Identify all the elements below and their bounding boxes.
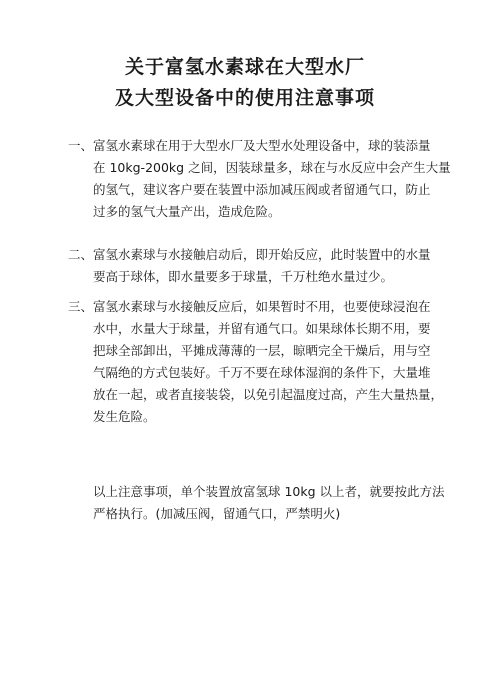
text-line: 的氢气，建议客户要在装置中添加减压阀或者留通气口，防止 <box>93 182 431 197</box>
item-text <box>93 135 451 223</box>
text-line: 富氢水素球与水接触启动后，即开始反应，此时装置中的水量 <box>93 247 431 262</box>
text-line: 把球全部卸出，平摊成薄薄的一层，晾晒完全干燥后，用与空 <box>93 343 431 358</box>
text-line: 过多的氢气大量产出，造成危险。 <box>93 204 281 219</box>
item-number: 三、 <box>68 299 94 314</box>
text-line: 水中，水量大于球量，并留有通气口。如果球体长期不用，要 <box>93 321 431 336</box>
item-number: 一、 <box>68 138 94 153</box>
item-number: 二、 <box>68 247 94 262</box>
text-line: 在 10kg-200kg 之间，因装球量多，球在与水反应中会产生大量 <box>93 160 451 175</box>
text-line: 严格执行。(加减压阀，留通气口，严禁明火) <box>93 506 341 521</box>
text-line: 放在一起，或者直接装袋，以免引起温度过高，产生大量热量， <box>93 387 444 402</box>
text-line: 发生危险。 <box>93 409 156 424</box>
item-text <box>93 296 444 428</box>
text-line: 富氢水素球在用于大型水厂及大型水处理设备中，球的装添量 <box>93 138 431 153</box>
text-line: 气隔绝的方式包装好。千万不要在球体湿润的条件下，大量堆 <box>93 365 431 380</box>
text-line: 要高于球体，即水量要多于球量，千万杜绝水量过少。 <box>93 269 394 284</box>
text-line: 富氢水素球与水接触反应后，如果暂时不用，也要使球浸泡在 <box>93 299 431 314</box>
closing-note <box>93 481 445 525</box>
item-text <box>93 244 431 288</box>
document-title-line-2: 及大型设备中的使用注意事项 <box>114 87 375 109</box>
text-line: 以上注意事项，单个装置放富氢球 10kg 以上者，就要按此方法 <box>93 484 445 499</box>
document-title-line-1: 关于富氢水素球在大型水厂 <box>124 56 365 78</box>
